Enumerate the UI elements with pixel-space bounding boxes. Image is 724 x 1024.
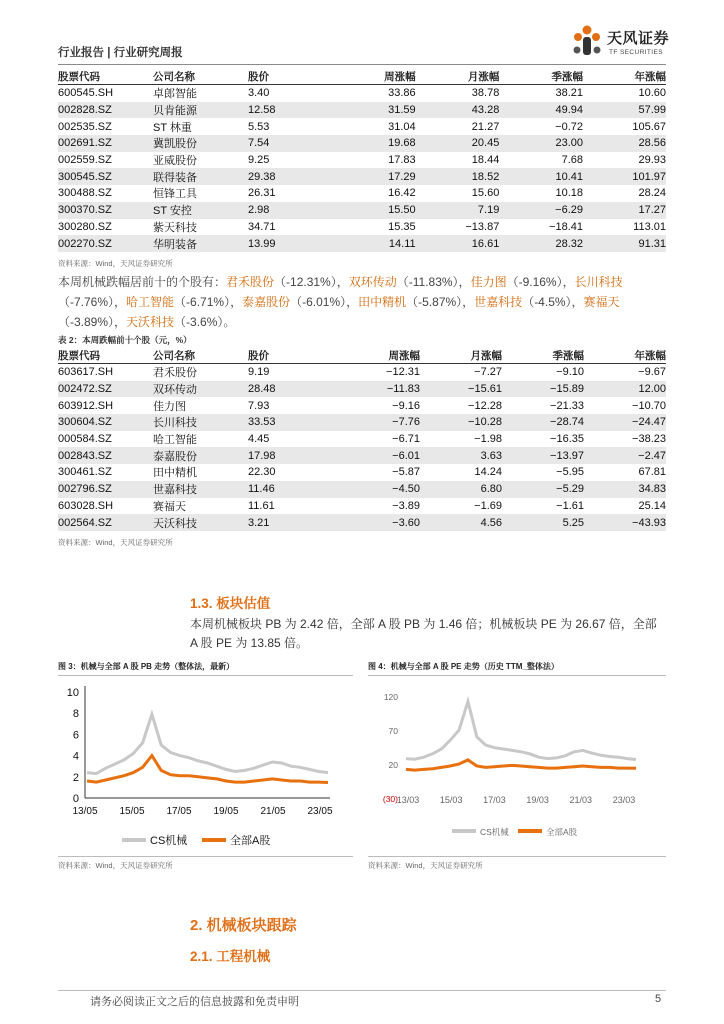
table-cell: 603617.SH: [58, 366, 114, 379]
y-tick-label: (30): [382, 794, 398, 804]
table-cell: −15.61: [420, 381, 502, 398]
column-header: 公司名称: [153, 68, 248, 85]
footer-disclaimer: 请务必阅读正文之后的信息披露和免责申明: [90, 996, 299, 1008]
table-cell: 38.78: [471, 87, 500, 100]
table-cell: −13.87: [465, 220, 500, 233]
table-cell: 002559.SZ: [58, 154, 112, 167]
table-cell: 3.40: [248, 87, 270, 100]
column-header: 股价: [248, 68, 338, 85]
table-cell: 恒锋工具: [153, 188, 197, 201]
table-cell: 105.67: [632, 120, 666, 133]
table-cell: −3.60: [338, 514, 420, 531]
table-cell: 33.53: [248, 414, 338, 431]
table-cell: 11.46: [248, 481, 338, 498]
table-cell: 贝肯能源: [153, 102, 248, 119]
table-row: [58, 464, 666, 481]
table-cell: 5.53: [248, 120, 270, 133]
chart4-top-rule: [368, 675, 666, 676]
table-cell: 300370.SZ: [58, 202, 153, 219]
table-cell: 17.27: [583, 202, 666, 219]
table-cell: 67.81: [638, 466, 666, 479]
table-cell: −43.93: [584, 514, 666, 531]
table-row: [58, 414, 666, 431]
stock-change: （-6.71%），: [174, 295, 243, 309]
table-cell: 11.61: [248, 499, 275, 512]
section2-subtitle: 2.1. 工程机械: [190, 949, 271, 964]
table-cell: 31.59: [338, 102, 416, 119]
table-row: [58, 202, 666, 219]
table-cell: 世嘉科技: [153, 481, 248, 498]
table-cell: 000584.SZ: [58, 433, 112, 446]
chart4-bottom-rule: [368, 856, 666, 857]
table-cell: 28.48: [248, 381, 338, 398]
table-cell: 泰嘉股份: [153, 447, 248, 464]
table-cell: −1.69: [474, 499, 502, 512]
column-header: 周涨幅: [338, 347, 420, 364]
logo-text: 天风证券: [607, 30, 670, 47]
table-row: [58, 498, 666, 515]
table-cell: 002564.SZ: [58, 514, 153, 531]
table-cell: 4.56: [420, 514, 502, 531]
table-cell: 300604.SZ: [58, 414, 153, 431]
stock-name: 世嘉科技: [474, 295, 523, 309]
paragraph-intro: 本周机械跌幅居前十的个股有：: [58, 275, 227, 289]
table-cell: 16.61: [416, 235, 500, 252]
stock-name: 哈工智能: [126, 295, 175, 309]
y-tick-label: 2: [72, 771, 79, 784]
table-cell: 49.94: [499, 102, 583, 119]
chart4-caption: 图 4：机械与全部 A 股 PE 走势（历史 TTM_整体法）: [368, 662, 559, 671]
chart3-source: 资料来源：Wind，天风证券研究所: [58, 861, 173, 870]
table-cell: 28.56: [583, 135, 666, 152]
column-header: 周涨幅: [338, 68, 416, 85]
table-cell: 600545.SH: [58, 87, 114, 100]
table-cell: −6.71: [392, 433, 420, 446]
table-row: [58, 102, 666, 119]
column-header: 股票代码: [58, 347, 153, 364]
legend-label: CS机械: [150, 835, 188, 847]
column-header: 季涨幅: [499, 68, 583, 85]
page-number: 5: [655, 993, 662, 1005]
table-cell: 卓郎智能: [153, 88, 197, 101]
table-cell: ST 安控: [153, 202, 248, 219]
table-cell: −1.98: [474, 433, 502, 446]
table-cell: 17.29: [338, 168, 416, 185]
table-cell: 7.68: [561, 154, 584, 167]
column-header: 季涨幅: [502, 347, 584, 364]
column-header: 年涨幅: [583, 68, 666, 85]
table-cell: 9.25: [248, 154, 270, 167]
y-tick-label: 0: [72, 793, 79, 805]
chart4-source: 资料来源：Wind，天风证券研究所: [368, 861, 483, 870]
table-row: [58, 235, 666, 252]
table-row: [58, 152, 666, 169]
y-tick-label: 4: [72, 750, 79, 763]
stock-change: （-7.76%），: [58, 295, 127, 309]
table-cell: −16.35: [550, 433, 584, 446]
table-cell: 300488.SZ: [58, 187, 112, 200]
table-cell: 43.28: [416, 102, 500, 119]
table-cell: 300280.SZ: [58, 220, 112, 233]
table-cell: −18.41: [549, 220, 584, 233]
table-cell: 5.25: [502, 514, 584, 531]
x-tick-label: 23/03: [612, 795, 636, 805]
stock-change: （-12.31%），: [274, 275, 349, 289]
table-cell: −5.87: [392, 466, 420, 479]
x-tick-label: 15/03: [439, 795, 463, 805]
table-cell: 14.24: [474, 466, 502, 479]
footer-divider: [58, 990, 666, 991]
table-cell: 9.19: [248, 366, 270, 379]
header-divider: [58, 64, 666, 65]
tf-logo-icon: [569, 24, 605, 60]
table-cell: −4.50: [338, 481, 420, 498]
stock-name: 君禾股份: [226, 275, 275, 289]
table-row: [58, 397, 666, 414]
stock-name: 天沃科技: [126, 315, 175, 329]
x-tick-label: 19/05: [213, 806, 239, 817]
table-row: [58, 219, 666, 236]
table-cell: 联得装备: [153, 168, 248, 185]
table-cell: 002796.SZ: [58, 481, 153, 498]
table-row: [58, 85, 666, 102]
table-cell: 57.99: [583, 102, 666, 119]
table-cell: −5.29: [502, 481, 584, 498]
table-cell: −9.67: [638, 366, 666, 379]
table-cell: 双环传动: [153, 381, 248, 398]
table-cell: 26.31: [248, 187, 276, 200]
table-cell: 002691.SZ: [58, 135, 153, 152]
x-tick-label: 13/05: [72, 806, 98, 817]
table-cell: −3.89: [392, 499, 420, 512]
table-cell: 田中精机: [153, 467, 197, 480]
table-row: [58, 447, 666, 464]
y-tick-label: 20: [388, 760, 398, 770]
table-cell: 603912.SH: [58, 399, 114, 412]
table-cell: −9.10: [556, 366, 584, 379]
table-cell: 7.54: [248, 135, 338, 152]
table-cell: 17.83: [388, 154, 416, 167]
losers-table: [58, 347, 666, 531]
stock-change: （-5.87%），: [406, 295, 475, 309]
table-cell: 28.24: [638, 187, 666, 200]
table-cell: 300545.SZ: [58, 168, 153, 185]
table-cell: −24.47: [584, 414, 666, 431]
table-row: [58, 381, 666, 398]
table-cell: −5.95: [556, 466, 584, 479]
table-cell: 天沃科技: [153, 514, 248, 531]
legend-label: 全部A股: [230, 835, 271, 847]
gainers-table: [58, 68, 666, 252]
stock-change: （-4.5%），: [522, 295, 584, 309]
x-tick-label: 21/05: [260, 806, 286, 817]
table-cell: −11.83: [338, 381, 420, 398]
x-tick-label: 21/03: [569, 795, 593, 805]
table-cell: 28.32: [499, 235, 583, 252]
y-tick-label: 6: [72, 729, 79, 742]
table-cell: −7.76: [338, 414, 420, 431]
table-cell: −6.29: [499, 202, 583, 219]
table-row: [58, 135, 666, 152]
table-cell: 002828.SZ: [58, 102, 153, 119]
stock-change: （-9.16%），: [506, 275, 575, 289]
table-cell: 亚威股份: [153, 155, 197, 168]
x-tick-label: 15/05: [119, 806, 145, 817]
table-cell: −2.47: [584, 447, 666, 464]
stock-change: （-6.01%），: [290, 295, 359, 309]
chart3-bottom-rule: [58, 856, 353, 857]
pe-trend-chart: [368, 680, 666, 855]
stock-name: 长川科技: [574, 275, 623, 289]
table-cell: −12.28: [468, 399, 502, 412]
table-cell: 12.00: [584, 381, 666, 398]
table-cell: 31.04: [388, 120, 416, 133]
stock-name: 田中精机: [358, 295, 407, 309]
table-cell: −9.16: [392, 399, 420, 412]
x-tick-label: 19/03: [526, 795, 549, 805]
x-tick-label: 17/05: [166, 806, 192, 817]
table-cell: 赛福天: [153, 500, 186, 513]
report-header-title: 行业报告 | 行业研究周报: [58, 47, 183, 59]
y-tick-label: 10: [66, 687, 79, 699]
table-cell: −6.01: [338, 447, 420, 464]
table-cell: 113.01: [633, 220, 666, 233]
x-tick-label: 17/03: [483, 795, 506, 805]
table-cell: 10.41: [499, 168, 583, 185]
table-row: [58, 514, 666, 531]
table-cell: 哈工智能: [153, 434, 197, 447]
stock-name: 佳力图: [470, 275, 507, 289]
table-row: [58, 118, 666, 135]
table-cell: 君禾股份: [153, 367, 197, 380]
table-cell: 21.27: [471, 120, 500, 133]
stock-change: （-11.83%），: [396, 275, 471, 289]
table-cell: 34.71: [248, 220, 276, 233]
table-cell: 16.42: [388, 187, 416, 200]
column-header: 月涨幅: [420, 347, 502, 364]
table-cell: 6.80: [420, 481, 502, 498]
column-header: 公司名称: [153, 347, 248, 364]
chart3-caption: 图 3：机械与全部 A 股 PB 走势（整体法，最新）: [58, 662, 235, 671]
table-cell: 22.30: [248, 466, 276, 479]
column-header: 股价: [248, 347, 338, 364]
table2-caption: 表 2：本周跌幅前十个股（元，%）: [58, 335, 192, 345]
table-cell: 29.93: [638, 154, 666, 167]
table-cell: 18.52: [416, 168, 500, 185]
table1-source: 资料来源：Wind，天风证券研究所: [58, 259, 173, 268]
table-cell: −12.31: [386, 366, 420, 379]
section-title-valuation: 1.3. 板块估值: [190, 596, 271, 611]
table-cell: 38.21: [555, 87, 584, 100]
table-cell: 15.35: [388, 220, 416, 233]
logo-subtext: TF SECURITIES: [609, 49, 663, 56]
table-cell: 17.98: [248, 447, 338, 464]
table-cell: 29.38: [248, 168, 338, 185]
valuation-text: 本周机械板块 PB 为 2.42 倍，全部 A 股 PB 为 1.46 倍；机械板块 PE 为 26.67 倍，全部 A 股 PE 为 13.85 倍。: [190, 617, 657, 650]
table-cell: 10.18: [555, 187, 584, 200]
table-cell: −1.61: [556, 499, 584, 512]
table-cell: 002535.SZ: [58, 120, 112, 133]
table-cell: 002843.SZ: [58, 447, 153, 464]
table-cell: 紫天科技: [153, 221, 197, 234]
series-line: [87, 714, 328, 773]
table-cell: 10.60: [638, 87, 666, 100]
table-cell: 7.19: [416, 202, 500, 219]
stock-change: （-3.6%）。: [174, 315, 236, 329]
section2-title: 2. 机械板块跟踪: [190, 917, 297, 934]
table-row: [58, 481, 666, 498]
x-tick-label: 23/05: [307, 806, 333, 817]
table-cell: 佳力图: [153, 400, 186, 413]
table-cell: 603028.SH: [58, 499, 114, 512]
table-cell: 3.21: [248, 514, 338, 531]
table-cell: 101.97: [583, 168, 666, 185]
stock-name: 赛福天: [583, 295, 620, 309]
table-cell: 19.68: [338, 135, 416, 152]
y-tick-label: 120: [383, 692, 398, 702]
losers-paragraph: [58, 272, 666, 332]
table-cell: −15.89: [502, 381, 584, 398]
table-cell: 14.11: [338, 235, 416, 252]
stock-change: （-3.89%），: [58, 315, 127, 329]
table-cell: 13.99: [248, 235, 338, 252]
table-cell: −10.28: [420, 414, 502, 431]
table-cell: −38.23: [632, 433, 666, 446]
table-cell: −21.33: [550, 399, 584, 412]
table-cell: 15.60: [471, 187, 500, 200]
table-cell: 25.14: [638, 499, 666, 512]
table-cell: −10.70: [632, 399, 666, 412]
y-tick-label: 70: [388, 726, 398, 736]
legend-label: 全部A股: [546, 827, 578, 837]
table-cell: −7.27: [474, 366, 502, 379]
table-cell: −0.72: [555, 120, 584, 133]
legend-label: CS机械: [480, 827, 509, 837]
series-line: [406, 760, 636, 770]
table-row: [58, 168, 666, 185]
table-cell: 300461.SZ: [58, 466, 112, 479]
column-header: 股票代码: [58, 68, 153, 85]
chart3-top-rule: [58, 675, 353, 676]
x-tick-label: 13/03: [396, 795, 420, 805]
stock-name: 泰嘉股份: [242, 295, 291, 309]
table-cell: ST 林重: [153, 121, 192, 134]
table-cell: −28.74: [502, 414, 584, 431]
table-row: [58, 431, 666, 448]
table-cell: 冀凯股份: [153, 135, 248, 152]
series-line: [406, 701, 636, 759]
table-row: [58, 185, 666, 202]
table-cell: 33.86: [388, 87, 416, 100]
table-cell: −13.97: [502, 447, 584, 464]
table-cell: 12.58: [248, 102, 338, 119]
table-cell: 23.00: [499, 135, 583, 152]
pb-trend-chart: [58, 680, 354, 855]
table-cell: 7.93: [248, 399, 270, 412]
table-cell: 002270.SZ: [58, 235, 153, 252]
table-cell: 91.31: [583, 235, 666, 252]
table-cell: 2.98: [248, 202, 338, 219]
table-row: [58, 364, 666, 381]
table-cell: 18.44: [471, 154, 500, 167]
table-cell: 长川科技: [153, 414, 248, 431]
table-cell: 4.45: [248, 433, 270, 446]
stock-name: 双环传动: [348, 275, 397, 289]
column-header: 月涨幅: [416, 68, 500, 85]
table-cell: 华明装备: [153, 235, 248, 252]
column-header: 年涨幅: [584, 347, 666, 364]
table-cell: 3.63: [420, 447, 502, 464]
y-tick-label: 8: [72, 708, 79, 721]
table-cell: 20.45: [416, 135, 500, 152]
table2-source: 资料来源：Wind，天风证券研究所: [58, 538, 173, 547]
table-cell: 15.50: [338, 202, 416, 219]
table-cell: 002472.SZ: [58, 381, 153, 398]
table-cell: 34.83: [584, 481, 666, 498]
